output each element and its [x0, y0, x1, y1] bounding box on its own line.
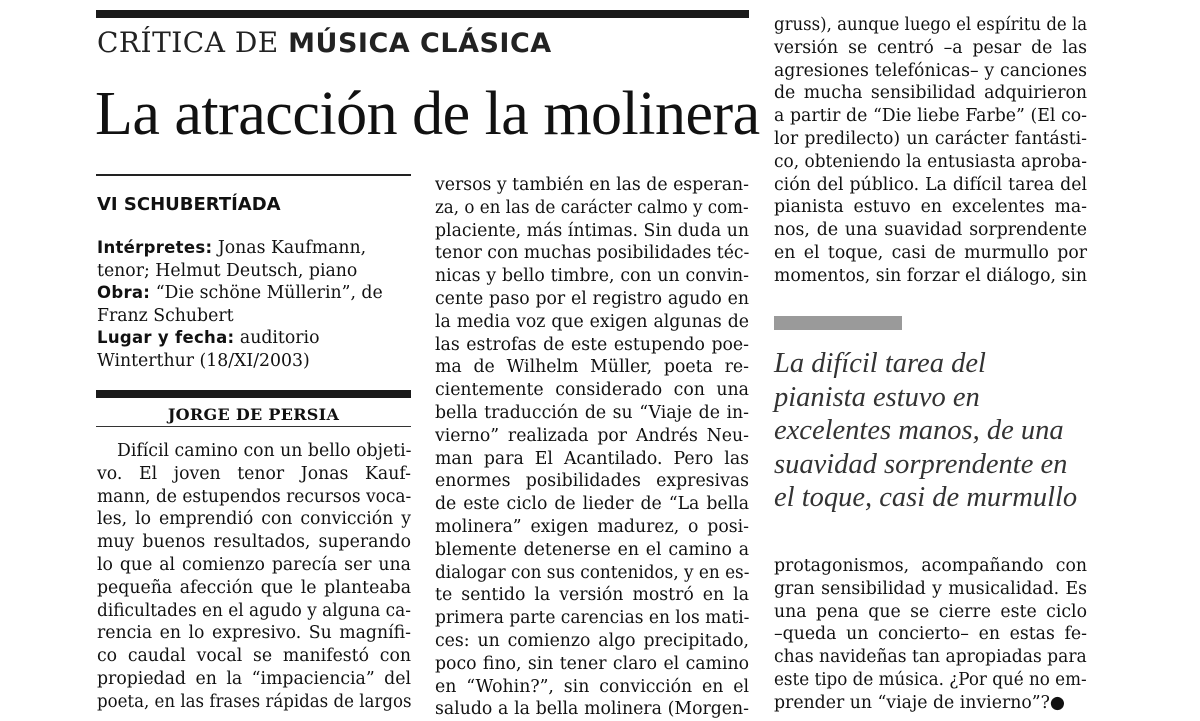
credit-text: Jonas Kaufmann,: [212, 238, 367, 258]
text-line: versión se centró –a pesar de las: [774, 37, 1087, 58]
section-kicker: [97, 26, 552, 59]
text-line: propiedad en la “impaciencia” del: [97, 668, 411, 689]
credit-text: auditorio: [234, 328, 320, 348]
byline-rule: [96, 426, 411, 427]
text-line: muy buenos resultados, superando: [97, 532, 411, 553]
text-line: las estrofas de este estupendo poe-: [435, 334, 749, 355]
text-line: prender un “viaje de invierno”?●: [774, 692, 1065, 713]
text-line: gruss), aunque luego el espíritu de la: [774, 15, 1088, 35]
text-line: protagonismos, acompañando con: [774, 556, 1087, 576]
text-line: bella traducción de su “Viaje de in-: [435, 402, 749, 423]
text-line: pianista estuvo en excelentes ma-: [774, 197, 1087, 218]
credit-line: [97, 350, 415, 373]
pullquote: [774, 347, 1104, 515]
text-line: enormes posibilidades expresivas: [435, 471, 749, 492]
text-line: nos, de una suavidad sorprendente: [774, 220, 1087, 241]
text-line: pequeña afección que le planteaba: [97, 577, 411, 598]
credit-label: Obra:: [97, 283, 151, 302]
credit-text: tenor; Helmut Deutsch, piano: [97, 260, 358, 281]
pullquote-line: pianista estuvo en: [774, 381, 980, 413]
text-line: poeta, en las frases rápidas de largos: [97, 691, 412, 712]
text-line: en “Wohin?”, sin convicción en el: [435, 676, 749, 697]
text-line: este tipo de música. ¿Por qué no em-: [774, 669, 1087, 690]
text-line: rencia en lo expresivo. Su magnífi-: [97, 623, 411, 644]
text-line: vierno” realizada por Andrés Neu-: [435, 425, 749, 446]
credit-text: “Die schöne Müllerin”, de: [150, 283, 383, 303]
article-column-3-bottom: [774, 555, 1087, 715]
text-line: Difícil camino con un bello objeti-: [117, 441, 412, 461]
text-line: dialogar con sus contenidos, y en es-: [435, 562, 750, 583]
text-line: primera parte carencias en los mati-: [435, 608, 750, 629]
article-column-2: [435, 174, 749, 721]
credit-text: Winterthur (18/XI/2003): [97, 350, 310, 371]
pullquote-line: suavidad sorprendente en: [774, 448, 1068, 480]
text-line: –queda un concierto– en estas fe-: [774, 624, 1087, 645]
event-title: VI SCHUBERTÍADA: [97, 194, 281, 215]
text-line: cientemente considerado con una: [435, 380, 749, 401]
text-line: nicas y bello timbre, con un convin-: [435, 266, 749, 287]
author-rule: [96, 390, 411, 398]
pullquote-line: La difícil tarea del: [774, 348, 986, 379]
pullquote-line: el toque, casi de murmullo: [774, 482, 1078, 513]
text-line: blemente detenerse en el camino a: [435, 539, 749, 560]
text-line: de mucha sensibilidad adquirieron: [774, 83, 1087, 104]
text-line: la media voz que exigen algunas de: [435, 311, 749, 332]
headline: La atracción de la molinera: [95, 80, 760, 148]
text-line: chas navideñas tan apropiadas para: [774, 647, 1087, 668]
text-line: placiente, más íntimas. Sin duda un: [435, 220, 749, 241]
text-line: tenor con muchas posibilidades téc-: [435, 243, 750, 264]
text-line: ción del público. La difícil tarea del: [774, 174, 1087, 195]
text-line: ma de Wilhelm Müller, poeta re-: [435, 357, 749, 378]
credit-label: Intérpretes:: [97, 238, 213, 257]
info-box-rule: [96, 174, 411, 176]
article-column-1: [97, 440, 411, 714]
text-line: te sentido la versión mostró en la: [435, 585, 749, 606]
credit-line: [97, 237, 415, 260]
credit-label: Lugar y fecha:: [97, 328, 235, 347]
top-rule: [96, 10, 749, 18]
text-line: en el toque, casi de murmullo por: [774, 242, 1087, 263]
text-line: agresiones telefónicas– y canciones: [774, 60, 1087, 81]
text-line: gran sensibilidad y musicalidad. Es: [774, 578, 1087, 599]
text-line: les, lo emprendió con convicción y: [97, 509, 411, 530]
credit-line: [97, 305, 415, 328]
text-line: lor predilecto) un carácter fantásti-: [774, 128, 1087, 149]
text-line: molinera” exigen madurez, o posi-: [435, 516, 749, 537]
credit-text: Franz Schubert: [97, 305, 234, 326]
pullquote-marker: [774, 316, 902, 330]
credit-line: [97, 260, 415, 283]
text-line: de este ciclo de lieder de “La bella: [435, 494, 749, 515]
text-line: lo que al comienzo parecía ser una: [97, 554, 411, 575]
text-line: versos y también en las de esperan-: [435, 175, 749, 195]
author-byline: JORGE DE PERSIA: [167, 405, 340, 424]
text-line: za, o en las de carácter calmo y com-: [435, 197, 749, 218]
credits-block: [97, 237, 415, 372]
text-line: momentos, sin forzar el diálogo, sin: [774, 265, 1088, 286]
kicker-light: CRÍTICA DE: [97, 26, 279, 59]
text-line: saludo a la bella molinera (Morgen-: [435, 699, 749, 720]
text-line: ces: un comienzo algo precipitado,: [435, 630, 749, 651]
credit-line: [97, 327, 415, 350]
text-line: co caudal vocal se manifestó con: [97, 646, 411, 667]
text-line: man para El Acantilado. Pero las: [435, 448, 749, 469]
credit-line: [97, 282, 415, 305]
text-line: co, obteniendo la entusiasta aproba-: [774, 151, 1087, 172]
text-line: cente paso por el registro agudo en: [435, 288, 749, 309]
text-line: a partir de “Die liebe Farbe” (El co-: [774, 106, 1087, 127]
text-line: dificultades en el agudo y alguna ca-: [97, 600, 411, 621]
kicker-bold: MÚSICA CLÁSICA: [288, 28, 552, 59]
text-line: mann, de estupendos recursos voca-: [97, 486, 412, 507]
text-line: vo. El joven tenor Jonas Kauf-: [97, 463, 411, 484]
text-line: una pena que se cierre este ciclo: [774, 601, 1087, 622]
pullquote-line: excelentes manos, de una: [774, 415, 1064, 446]
text-line: poco fino, sin tener claro el camino: [435, 653, 749, 674]
article-column-3-top: [774, 14, 1087, 288]
